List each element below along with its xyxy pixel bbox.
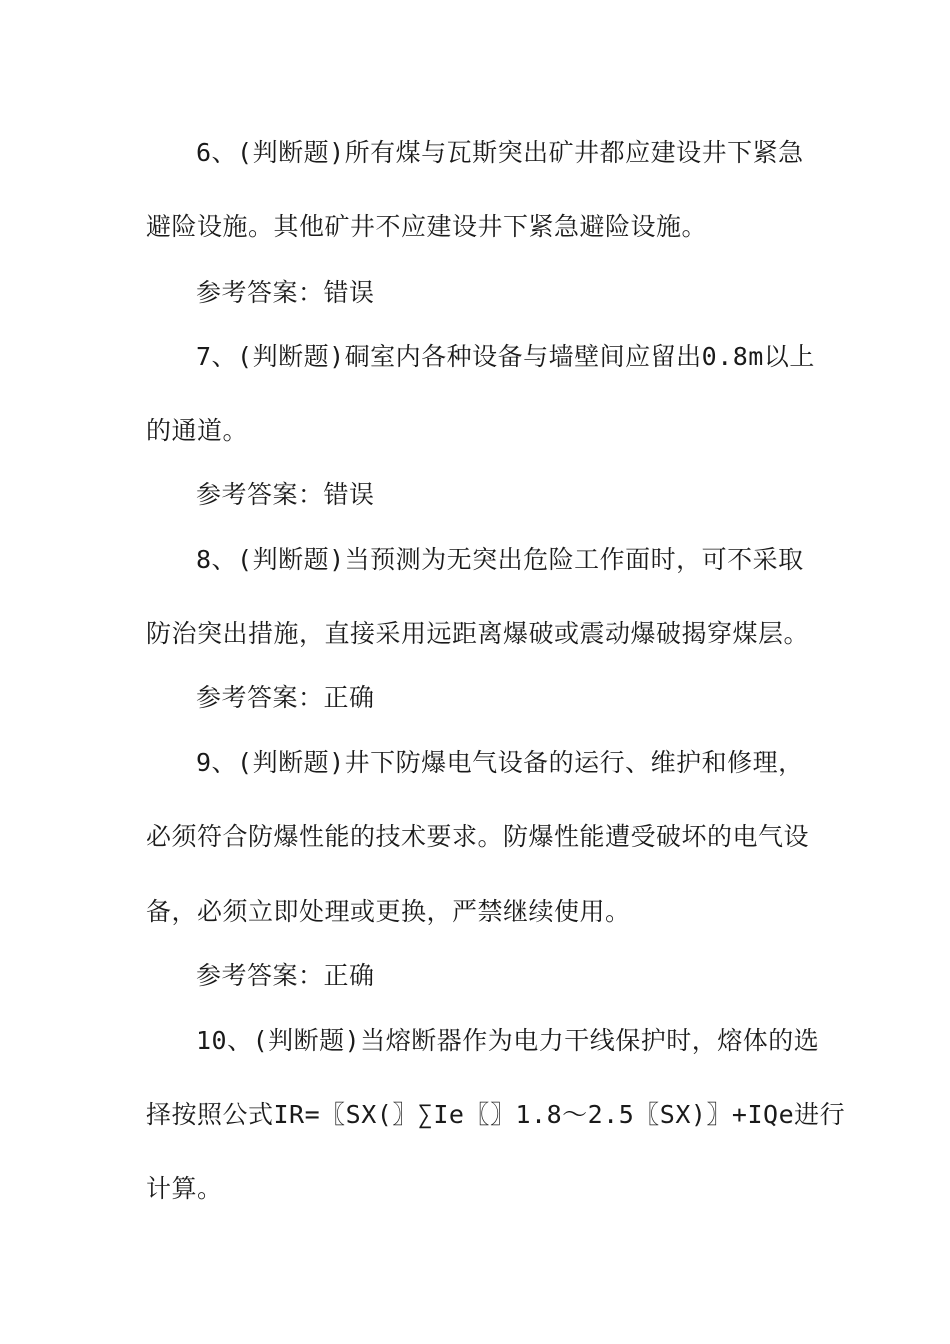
question-8-answer: 参考答案：正确 <box>196 683 375 712</box>
question-7-line-1: 7、(判断题)硐室内各种设备与墙壁间应留出0.8m以上 <box>196 342 815 371</box>
question-8-line-1: 8、(判断题)当预测为无突出危险工作面时，可不采取 <box>196 545 804 574</box>
question-9-line-2: 必须符合防爆性能的技术要求。防爆性能遭受破坏的电气设 <box>146 822 810 851</box>
question-10-line-3: 计算。 <box>146 1174 223 1203</box>
question-6-answer: 参考答案：错误 <box>196 278 375 307</box>
question-7-line-2: 的通道。 <box>146 416 249 445</box>
question-10-line-1: 10、(判断题)当熔断器作为电力干线保护时，熔体的选 <box>196 1026 820 1055</box>
question-6-line-1: 6、(判断题)所有煤与瓦斯突出矿井都应建设井下紧急 <box>196 138 804 167</box>
question-9-answer: 参考答案：正确 <box>196 961 375 990</box>
question-7-answer: 参考答案：错误 <box>196 480 375 509</box>
question-9-line-3: 备，必须立即处理或更换，严禁继续使用。 <box>146 897 631 926</box>
question-6-line-2: 避险设施。其他矿井不应建设井下紧急避险设施。 <box>146 212 708 241</box>
question-10-line-2: 择按照公式IR=〖SX(〗∑Ie〖〗1.8～2.5〖SX)〗+IQe进行 <box>146 1100 846 1129</box>
question-8-line-2: 防治突出措施，直接采用远距离爆破或震动爆破揭穿煤层。 <box>146 619 810 648</box>
question-9-line-1: 9、(判断题)井下防爆电气设备的运行、维护和修理， <box>196 748 804 777</box>
